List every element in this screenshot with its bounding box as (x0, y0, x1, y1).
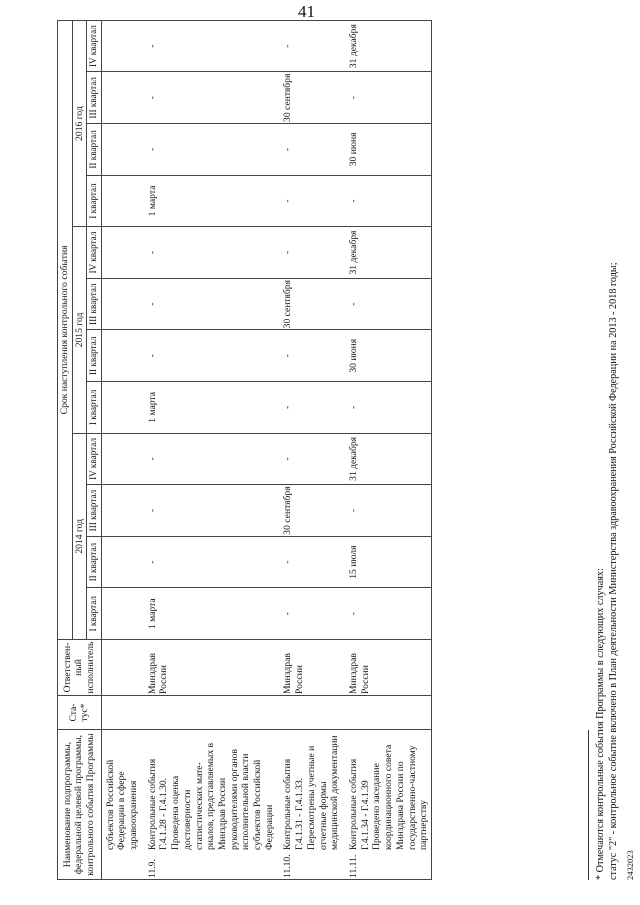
header-year: 2014 год (72, 433, 87, 639)
quarter-date-cell: - (342, 485, 431, 537)
responsible-cell: Минздрав России (141, 640, 277, 696)
quarter-date-cell: - (342, 175, 431, 227)
header-quarter: II квартал (87, 330, 101, 382)
quarter-date-cell: 30 сентября (276, 72, 342, 124)
event-name: Контрольные события Г.4.1.31 - Г.4.1.33. Пересмотрены учетные и отчетные формы медицинской документации (282, 735, 341, 850)
row-number: 11.9. (146, 859, 158, 878)
header-quarter: I квартал (87, 175, 101, 227)
header-quarter: III квартал (87, 278, 101, 330)
header-year: 2015 год (72, 227, 87, 433)
header-quarter: IV квартал (87, 433, 101, 485)
quarter-date-cell (101, 72, 141, 124)
quarter-date-cell (101, 536, 141, 588)
quarter-date-cell: - (276, 536, 342, 588)
table-row (276, 20, 342, 879)
quarter-date-cell (101, 433, 141, 485)
quarter-date-cell (101, 588, 141, 640)
quarter-date-cell: - (276, 330, 342, 382)
footnote-divider (588, 730, 589, 880)
quarter-date-cell: 30 сентября (276, 485, 342, 537)
responsible-cell: Минздрав России (276, 640, 342, 696)
quarter-date-cell: - (276, 382, 342, 434)
quarter-date-cell: 1 марта (141, 175, 277, 227)
header-quarter: IV квартал (87, 227, 101, 279)
quarter-date-cell: - (276, 588, 342, 640)
quarter-date-cell: - (141, 278, 277, 330)
quarter-date-cell: - (141, 330, 277, 382)
header-quarter: III квартал (87, 485, 101, 537)
quarter-date-cell: - (141, 72, 277, 124)
header-quarter: IV квартал (87, 20, 101, 72)
quarter-date-cell: 1 марта (141, 382, 277, 434)
quarter-date-cell: 30 июня (342, 124, 431, 176)
quarter-date-cell: - (141, 124, 277, 176)
table-row (101, 20, 141, 879)
header-quarter: I квартал (87, 382, 101, 434)
quarter-date-cell (101, 124, 141, 176)
quarter-date-cell: 30 сентября (276, 278, 342, 330)
quarter-date-cell: - (276, 20, 342, 72)
header-responsible-col: Ответствен-ный исполнитель (58, 640, 102, 696)
header-year: 2016 год (72, 20, 87, 226)
table-body (101, 20, 431, 879)
event-name: Контрольные события Г.4.1.34 - Г.4.1.39 Проведено заседание координационного совета Минздрава России по государственно-частному партнерству (347, 744, 430, 850)
header-quarter: III квартал (87, 72, 101, 124)
quarter-date-cell (101, 175, 141, 227)
quarter-date-cell: 1 марта (141, 588, 277, 640)
document-code: 2432023 (625, 850, 635, 880)
header-name-col: Наименование подпрограммы, федеральной целевой программы, контрольного события Программы (58, 730, 102, 880)
quarter-date-cell (101, 485, 141, 537)
event-name-cell (101, 730, 141, 880)
event-name-cell (276, 730, 342, 880)
quarter-date-cell: 30 июня (342, 330, 431, 382)
quarter-date-cell: - (276, 227, 342, 279)
quarter-date-cell: - (141, 227, 277, 279)
header-quarter: I квартал (87, 588, 101, 640)
status-cell (141, 696, 277, 730)
responsible-cell: Минздрав России (342, 640, 431, 696)
quarter-date-cell: - (342, 382, 431, 434)
quarter-date-cell: - (276, 124, 342, 176)
quarter-date-cell: 15 июля (342, 536, 431, 588)
quarter-date-cell: - (342, 278, 431, 330)
responsible-cell (101, 640, 141, 696)
quarter-date-cell: - (141, 536, 277, 588)
footnotes (588, 20, 621, 880)
quarter-date-cell: - (276, 433, 342, 485)
footnote-line: * Отмечаются контрольные события Программы в следующих случаях: (595, 568, 606, 880)
quarter-date-cell: 31 декабря (342, 227, 431, 279)
header-quarter: II квартал (87, 124, 101, 176)
quarter-date-cell (101, 227, 141, 279)
row-number: 11.10. (282, 854, 294, 878)
quarter-date-cell (101, 330, 141, 382)
event-name: субъектов Российской Федерации в сфере здравоохранения (104, 759, 140, 850)
event-name-cell (141, 730, 277, 880)
header-quarter: II квартал (87, 536, 101, 588)
quarter-date-cell (101, 20, 141, 72)
table-row (342, 20, 431, 879)
quarter-date-cell: - (342, 588, 431, 640)
quarter-date-cell (101, 278, 141, 330)
page-number: 41 (298, 2, 315, 21)
row-number: 11.11. (347, 854, 359, 878)
status-cell (276, 696, 342, 730)
header-date-group: Срок наступления контрольного события (58, 20, 73, 639)
quarter-date-cell: - (276, 175, 342, 227)
event-name: Контрольные события Г.4.1.28 - Г.4.1.30. Проведена оценка достоверности статистических мате-риалов, представляемых в Минздрав России руководителями органов исполнительной власти субъектов Российской Федерации (146, 742, 275, 850)
quarter-date-cell: - (141, 485, 277, 537)
quarter-date-cell: 31 декабря (342, 20, 431, 72)
event-name-cell (342, 730, 431, 880)
status-cell (342, 696, 431, 730)
footnote-line: статус "2" - контрольное событие включено в План деятельности Министерства здравоохранения Российской Федерации на 2013 - 2018 годы; (607, 262, 619, 880)
table-header (58, 20, 102, 879)
status-cell (101, 696, 141, 730)
quarter-date-cell: - (141, 433, 277, 485)
quarter-date-cell: 31 декабря (342, 433, 431, 485)
control-events-table (57, 20, 432, 880)
table-row (141, 20, 277, 879)
quarter-date-cell: - (342, 72, 431, 124)
header-status-col: Ста-тус* (58, 696, 102, 730)
quarter-date-cell (101, 382, 141, 434)
quarter-date-cell: - (141, 20, 277, 72)
